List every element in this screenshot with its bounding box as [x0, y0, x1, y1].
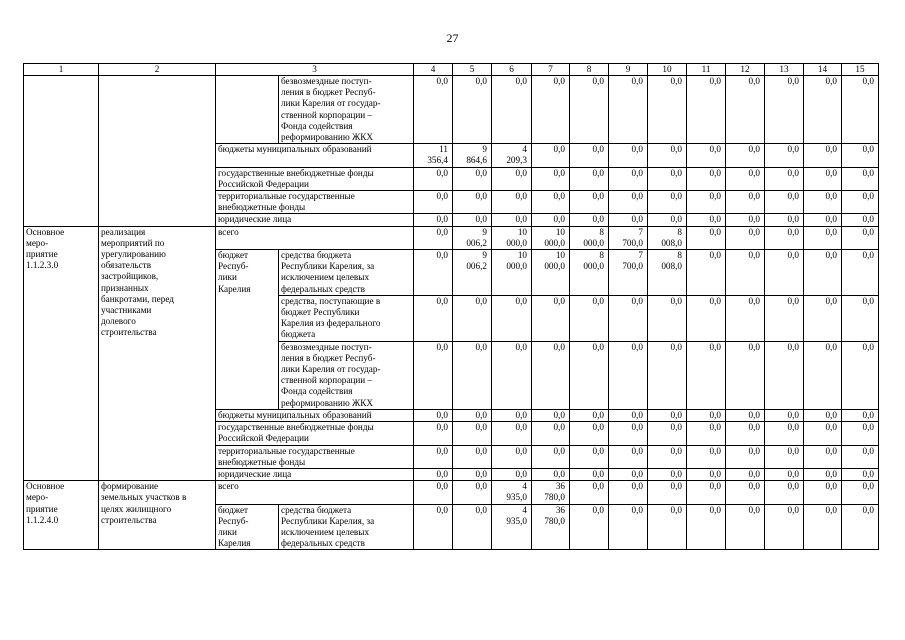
- value-cell: 0,0: [648, 191, 687, 214]
- value-cell: 0,0: [453, 481, 492, 504]
- value-cell: 0,0: [765, 341, 804, 409]
- column-header: 15: [842, 64, 879, 76]
- value-cell: 0,0: [765, 250, 804, 296]
- value-cell: 0,0: [609, 214, 648, 226]
- value-cell: 0,0: [414, 191, 453, 214]
- value-cell: 0,0: [492, 214, 532, 226]
- value-cell: 0,0: [687, 481, 726, 504]
- value-cell: 0,0: [726, 481, 765, 504]
- column-header: 1: [24, 64, 99, 76]
- value-cell: 0,0: [453, 191, 492, 214]
- funding-source-cell: бюджеты муниципальных образований: [216, 144, 414, 167]
- value-cell: 0,0: [687, 468, 726, 480]
- value-cell: 7 700,0: [609, 226, 648, 249]
- column-header: 14: [804, 64, 842, 76]
- value-cell: 0,0: [687, 341, 726, 409]
- value-cell: 0,0: [687, 409, 726, 421]
- value-cell: 0,0: [648, 214, 687, 226]
- value-cell: 0,0: [414, 341, 453, 409]
- value-cell: 0,0: [492, 167, 532, 190]
- value-cell: 0,0: [804, 481, 842, 504]
- funding-source-cell: юридические лица: [216, 468, 414, 480]
- measure-name-cell: формирование земельных участков в целях жилищного строительства: [99, 481, 216, 550]
- value-cell: 0,0: [842, 250, 879, 296]
- value-cell: 0,0: [842, 409, 879, 421]
- value-cell: 0,0: [687, 250, 726, 296]
- value-cell: 0,0: [842, 295, 879, 341]
- value-cell: 0,0: [842, 214, 879, 226]
- value-cell: 0,0: [765, 409, 804, 421]
- value-cell: 0,0: [804, 144, 842, 167]
- value-cell: 0,0: [609, 191, 648, 214]
- value-cell: 0,0: [804, 341, 842, 409]
- value-cell: 11 356,4: [414, 144, 453, 167]
- value-cell: 0,0: [726, 250, 765, 296]
- value-cell: 0,0: [842, 504, 879, 550]
- value-cell: 0,0: [804, 250, 842, 296]
- value-cell: 0,0: [570, 144, 609, 167]
- value-cell: 0,0: [453, 409, 492, 421]
- value-cell: 0,0: [414, 167, 453, 190]
- value-cell: 0,0: [687, 144, 726, 167]
- value-cell: 0,0: [842, 144, 879, 167]
- value-cell: 0,0: [570, 504, 609, 550]
- value-cell: 0,0: [453, 214, 492, 226]
- funding-source-cell: государственные внебюджетные фонды Российской Федерации: [216, 167, 414, 190]
- value-cell: 0,0: [414, 504, 453, 550]
- value-cell: 0,0: [765, 144, 804, 167]
- funding-subsource-cell: средства бюджета Республики Карелия, за исключением целевых федеральных средств: [279, 504, 414, 550]
- value-cell: 8 008,0: [648, 250, 687, 296]
- value-cell: 0,0: [687, 167, 726, 190]
- table-row: [24, 76, 879, 144]
- value-cell: 0,0: [570, 167, 609, 190]
- value-cell: 0,0: [414, 445, 453, 468]
- value-cell: 0,0: [804, 409, 842, 421]
- value-cell: 0,0: [492, 341, 532, 409]
- value-cell: 0,0: [804, 214, 842, 226]
- column-header: 3: [216, 64, 414, 76]
- value-cell: 0,0: [726, 214, 765, 226]
- value-cell: 0,0: [609, 144, 648, 167]
- value-cell: 0,0: [687, 76, 726, 144]
- value-cell: 0,0: [532, 422, 570, 445]
- value-cell: 0,0: [570, 214, 609, 226]
- value-cell: 0,0: [532, 468, 570, 480]
- value-cell: 0,0: [648, 445, 687, 468]
- column-header: 8: [570, 64, 609, 76]
- header-row: [24, 64, 879, 76]
- value-cell: 7 700,0: [609, 250, 648, 296]
- column-header: 9: [609, 64, 648, 76]
- column-header: 6: [492, 64, 532, 76]
- budget-group-cell: [216, 76, 279, 144]
- funding-source-cell: юридические лица: [216, 214, 414, 226]
- value-cell: 0,0: [570, 422, 609, 445]
- value-cell: 0,0: [570, 445, 609, 468]
- funding-source-cell: всего: [216, 481, 414, 504]
- value-cell: 0,0: [414, 214, 453, 226]
- value-cell: 0,0: [609, 422, 648, 445]
- value-cell: 0,0: [414, 76, 453, 144]
- value-cell: 0,0: [532, 341, 570, 409]
- table-row: [24, 226, 879, 249]
- funding-source-cell: территориальные государственные внебюджетные фонды: [216, 445, 414, 468]
- value-cell: 0,0: [532, 409, 570, 421]
- value-cell: 0,0: [492, 422, 532, 445]
- value-cell: 0,0: [453, 422, 492, 445]
- value-cell: 0,0: [453, 341, 492, 409]
- value-cell: 0,0: [532, 144, 570, 167]
- value-cell: 0,0: [804, 504, 842, 550]
- value-cell: 0,0: [648, 167, 687, 190]
- value-cell: 0,0: [687, 422, 726, 445]
- value-cell: 0,0: [726, 422, 765, 445]
- value-cell: 0,0: [532, 445, 570, 468]
- value-cell: 0,0: [648, 481, 687, 504]
- page-number: 27: [446, 31, 459, 45]
- column-header: 7: [532, 64, 570, 76]
- funding-subsource-cell: безвозмездные поступ- ления в бюджет Респуб- лики Карелия от государ- ственной корпорации – Фонда содействия реформированию ЖКХ: [279, 341, 414, 409]
- column-header: 2: [99, 64, 216, 76]
- value-cell: 8 000,0: [570, 226, 609, 249]
- value-cell: 36 780,0: [532, 481, 570, 504]
- value-cell: 0,0: [570, 295, 609, 341]
- value-cell: 0,0: [453, 468, 492, 480]
- value-cell: 0,0: [453, 76, 492, 144]
- value-cell: 9 006,2: [453, 250, 492, 296]
- value-cell: 0,0: [532, 214, 570, 226]
- value-cell: 0,0: [804, 167, 842, 190]
- value-cell: 0,0: [842, 191, 879, 214]
- value-cell: 0,0: [532, 295, 570, 341]
- value-cell: 0,0: [687, 504, 726, 550]
- value-cell: 4 209,3: [492, 144, 532, 167]
- value-cell: 0,0: [804, 295, 842, 341]
- column-header: 10: [648, 64, 687, 76]
- value-cell: 0,0: [453, 295, 492, 341]
- funding-source-cell: государственные внебюджетные фонды Российской Федерации: [216, 422, 414, 445]
- budget-group-cell: бюджет Респуб- лики Карелия: [216, 504, 279, 550]
- value-cell: 0,0: [532, 167, 570, 190]
- value-cell: 0,0: [609, 167, 648, 190]
- funding-source-cell: всего: [216, 226, 414, 249]
- value-cell: 0,0: [765, 504, 804, 550]
- funding-subsource-cell: безвозмездные поступ- ления в бюджет Респуб- лики Карелия от государ- ственной корпорации – Фонда содействия реформированию ЖКХ: [279, 76, 414, 144]
- value-cell: 0,0: [492, 191, 532, 214]
- funding-subsource-cell: средства бюджета Республики Карелия, за исключением целевых федеральных средств: [279, 250, 414, 296]
- value-cell: 0,0: [726, 504, 765, 550]
- value-cell: 0,0: [414, 295, 453, 341]
- value-cell: 0,0: [648, 409, 687, 421]
- value-cell: 0,0: [842, 468, 879, 480]
- funding-source-cell: территориальные государственные внебюджетные фонды: [216, 191, 414, 214]
- value-cell: 0,0: [609, 76, 648, 144]
- value-cell: 0,0: [648, 295, 687, 341]
- budget-group-cell: бюджет Респуб- лики Карелия: [216, 250, 279, 410]
- value-cell: 0,0: [842, 481, 879, 504]
- value-cell: 8 008,0: [648, 226, 687, 249]
- value-cell: 0,0: [726, 76, 765, 144]
- value-cell: 0,0: [804, 445, 842, 468]
- value-cell: 0,0: [804, 468, 842, 480]
- value-cell: 0,0: [842, 76, 879, 144]
- value-cell: 0,0: [414, 422, 453, 445]
- value-cell: 0,0: [687, 214, 726, 226]
- value-cell: 0,0: [492, 76, 532, 144]
- value-cell: 10 000,0: [532, 226, 570, 249]
- value-cell: 0,0: [609, 409, 648, 421]
- value-cell: 0,0: [765, 468, 804, 480]
- value-cell: 0,0: [570, 76, 609, 144]
- value-cell: 0,0: [765, 445, 804, 468]
- value-cell: 0,0: [648, 422, 687, 445]
- value-cell: 0,0: [842, 422, 879, 445]
- value-cell: 0,0: [648, 468, 687, 480]
- value-cell: 0,0: [726, 409, 765, 421]
- value-cell: 9 864,6: [453, 144, 492, 167]
- value-cell: 0,0: [842, 341, 879, 409]
- value-cell: 0,0: [687, 226, 726, 249]
- value-cell: 0,0: [726, 445, 765, 468]
- value-cell: 10 000,0: [532, 250, 570, 296]
- value-cell: 36 780,0: [532, 504, 570, 550]
- value-cell: 0,0: [648, 504, 687, 550]
- value-cell: 0,0: [726, 167, 765, 190]
- value-cell: 0,0: [609, 341, 648, 409]
- value-cell: 0,0: [492, 445, 532, 468]
- value-cell: 0,0: [842, 226, 879, 249]
- value-cell: 0,0: [687, 295, 726, 341]
- column-header: 11: [687, 64, 726, 76]
- value-cell: 0,0: [648, 76, 687, 144]
- value-cell: 0,0: [804, 76, 842, 144]
- value-cell: 0,0: [765, 226, 804, 249]
- column-header: 5: [453, 64, 492, 76]
- value-cell: 0,0: [765, 76, 804, 144]
- value-cell: 0,0: [648, 144, 687, 167]
- table-row: [24, 481, 879, 504]
- value-cell: 0,0: [726, 468, 765, 480]
- value-cell: 0,0: [765, 167, 804, 190]
- measure-code-cell: [24, 76, 99, 227]
- value-cell: 0,0: [726, 295, 765, 341]
- value-cell: 0,0: [532, 76, 570, 144]
- value-cell: 0,0: [804, 226, 842, 249]
- value-cell: 0,0: [765, 295, 804, 341]
- value-cell: 0,0: [570, 341, 609, 409]
- value-cell: 0,0: [648, 341, 687, 409]
- value-cell: 0,0: [492, 468, 532, 480]
- value-cell: 0,0: [765, 214, 804, 226]
- value-cell: 0,0: [726, 226, 765, 249]
- value-cell: 0,0: [570, 191, 609, 214]
- value-cell: 0,0: [765, 422, 804, 445]
- value-cell: 0,0: [842, 445, 879, 468]
- budget-table: [23, 63, 879, 550]
- measure-code-cell: Основное меро- приятие 1.1.2.4.0: [24, 481, 99, 550]
- value-cell: 4 935,0: [492, 481, 532, 504]
- value-cell: 0,0: [726, 191, 765, 214]
- funding-subsource-cell: средства, поступающие в бюджет Республики Карелия из федерального бюджета: [279, 295, 414, 341]
- value-cell: 0,0: [765, 481, 804, 504]
- value-cell: 0,0: [609, 504, 648, 550]
- value-cell: 10 000,0: [492, 250, 532, 296]
- value-cell: 0,0: [726, 341, 765, 409]
- column-header: 12: [726, 64, 765, 76]
- value-cell: 0,0: [453, 167, 492, 190]
- column-header: 13: [765, 64, 804, 76]
- value-cell: 0,0: [414, 250, 453, 296]
- value-cell: 0,0: [453, 445, 492, 468]
- value-cell: 0,0: [570, 409, 609, 421]
- value-cell: 0,0: [414, 409, 453, 421]
- value-cell: 0,0: [687, 191, 726, 214]
- value-cell: 0,0: [609, 295, 648, 341]
- value-cell: 0,0: [765, 191, 804, 214]
- value-cell: 8 000,0: [570, 250, 609, 296]
- value-cell: 9 006,2: [453, 226, 492, 249]
- measure-name-cell: [99, 76, 216, 227]
- value-cell: 0,0: [570, 481, 609, 504]
- value-cell: 0,0: [492, 409, 532, 421]
- value-cell: 0,0: [414, 468, 453, 480]
- value-cell: 0,0: [726, 144, 765, 167]
- value-cell: 0,0: [492, 295, 532, 341]
- value-cell: 0,0: [414, 481, 453, 504]
- value-cell: 0,0: [532, 191, 570, 214]
- value-cell: 0,0: [609, 445, 648, 468]
- value-cell: 0,0: [570, 468, 609, 480]
- funding-source-cell: бюджеты муниципальных образований: [216, 409, 414, 421]
- measure-code-cell: Основное меро- приятие 1.1.2.3.0: [24, 226, 99, 480]
- value-cell: 0,0: [804, 422, 842, 445]
- value-cell: 0,0: [842, 167, 879, 190]
- column-header: 4: [414, 64, 453, 76]
- value-cell: 0,0: [609, 468, 648, 480]
- value-cell: 0,0: [609, 481, 648, 504]
- value-cell: 0,0: [804, 191, 842, 214]
- value-cell: 0,0: [687, 445, 726, 468]
- value-cell: 0,0: [414, 226, 453, 249]
- measure-name-cell: реализация мероприятий по урегулированию обязательств застройщиков, признанных банкротами, перед участниками долевого строительства: [99, 226, 216, 480]
- value-cell: 4 935,0: [492, 504, 532, 550]
- value-cell: 10 000,0: [492, 226, 532, 249]
- value-cell: 0,0: [453, 504, 492, 550]
